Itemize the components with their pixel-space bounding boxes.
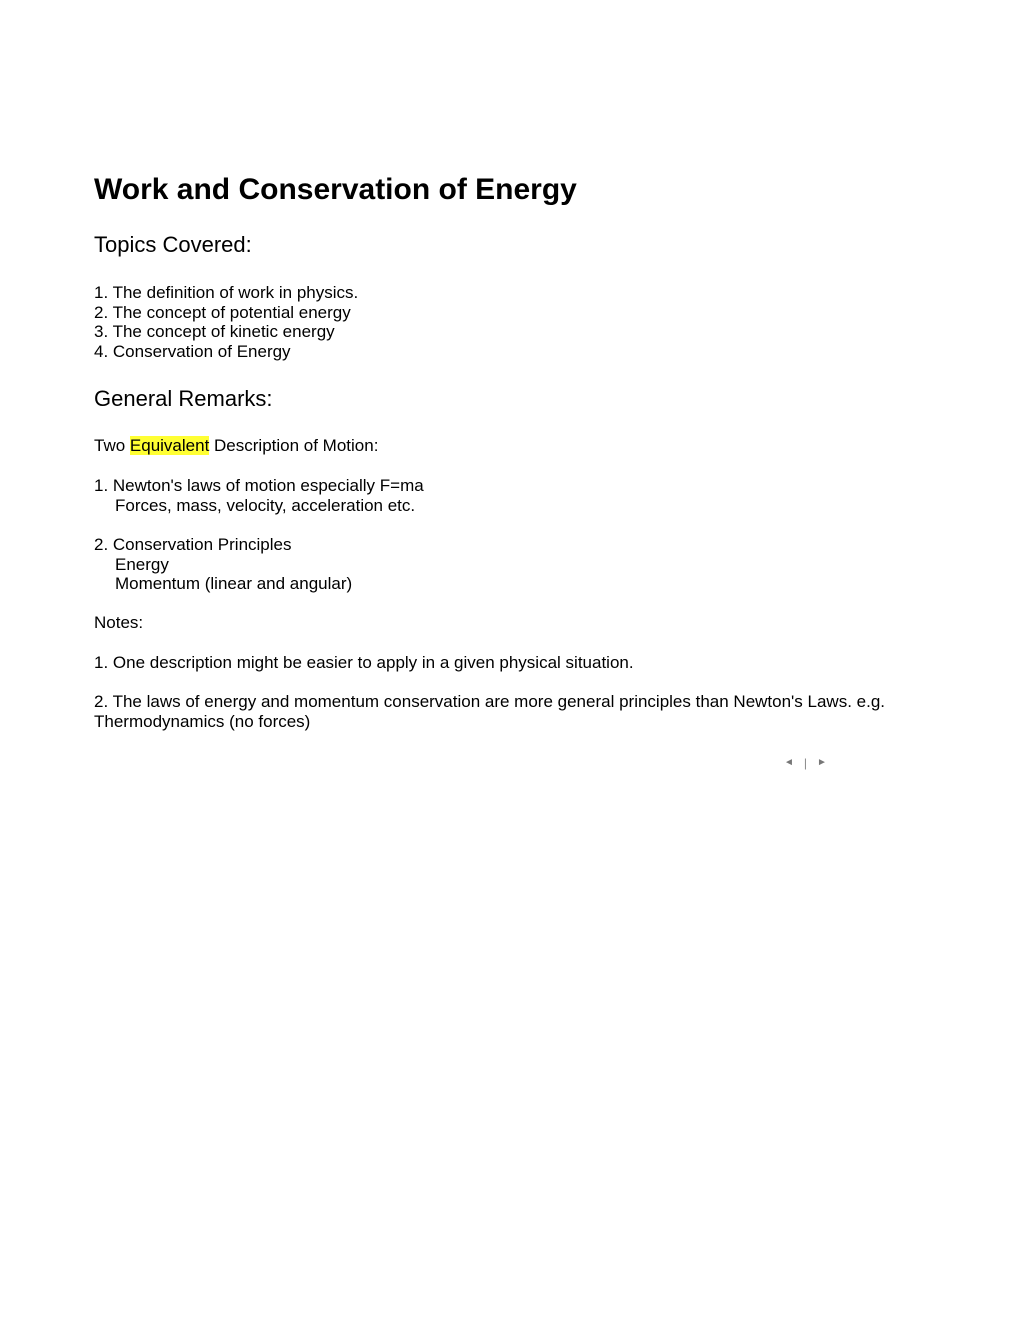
remark-item-title: 1. Newton's laws of motion especially F=ma [94,476,424,495]
highlighted-word: Equivalent [129,436,210,455]
note-item: 1. One description might be easier to apply in a given physical situation. [94,653,634,672]
list-item: 4. Conservation of Energy [94,341,291,361]
previous-page-icon[interactable]: ◄ [784,757,794,768]
note-item: 2. The laws of energy and momentum conservation are more general principles than Newton's Laws. e.g. Thermodynamics (no forces) [94,692,886,731]
remark-item-detail: Momentum (linear and angular) [115,574,353,594]
page-navigation [784,756,827,770]
remark-item-conservation [94,535,352,594]
remark-item-detail: Energy [115,554,169,574]
remarks-heading: General Remarks: [94,386,273,411]
notes-label: Notes: [94,613,144,632]
remarks-intro [94,436,378,456]
remark-item-title: 2. Conservation Principles [94,535,292,554]
remark-item-detail: Forces, mass, velocity, acceleration etc. [115,495,416,515]
list-item: 3. The concept of kinetic energy [94,322,335,342]
page-title: Work and Conservation of Energy [94,173,577,206]
intro-prefix: Two [94,436,130,455]
list-item: 2. The concept of potential energy [94,302,351,322]
remark-item-newton [94,476,424,515]
nav-separator: | [803,756,808,770]
next-page-icon[interactable]: ► [817,757,827,768]
topics-heading: Topics Covered: [94,232,252,257]
topics-list [94,283,358,361]
intro-suffix: Description of Motion: [209,436,379,455]
list-item: 1. The definition of work in physics. [94,283,359,302]
